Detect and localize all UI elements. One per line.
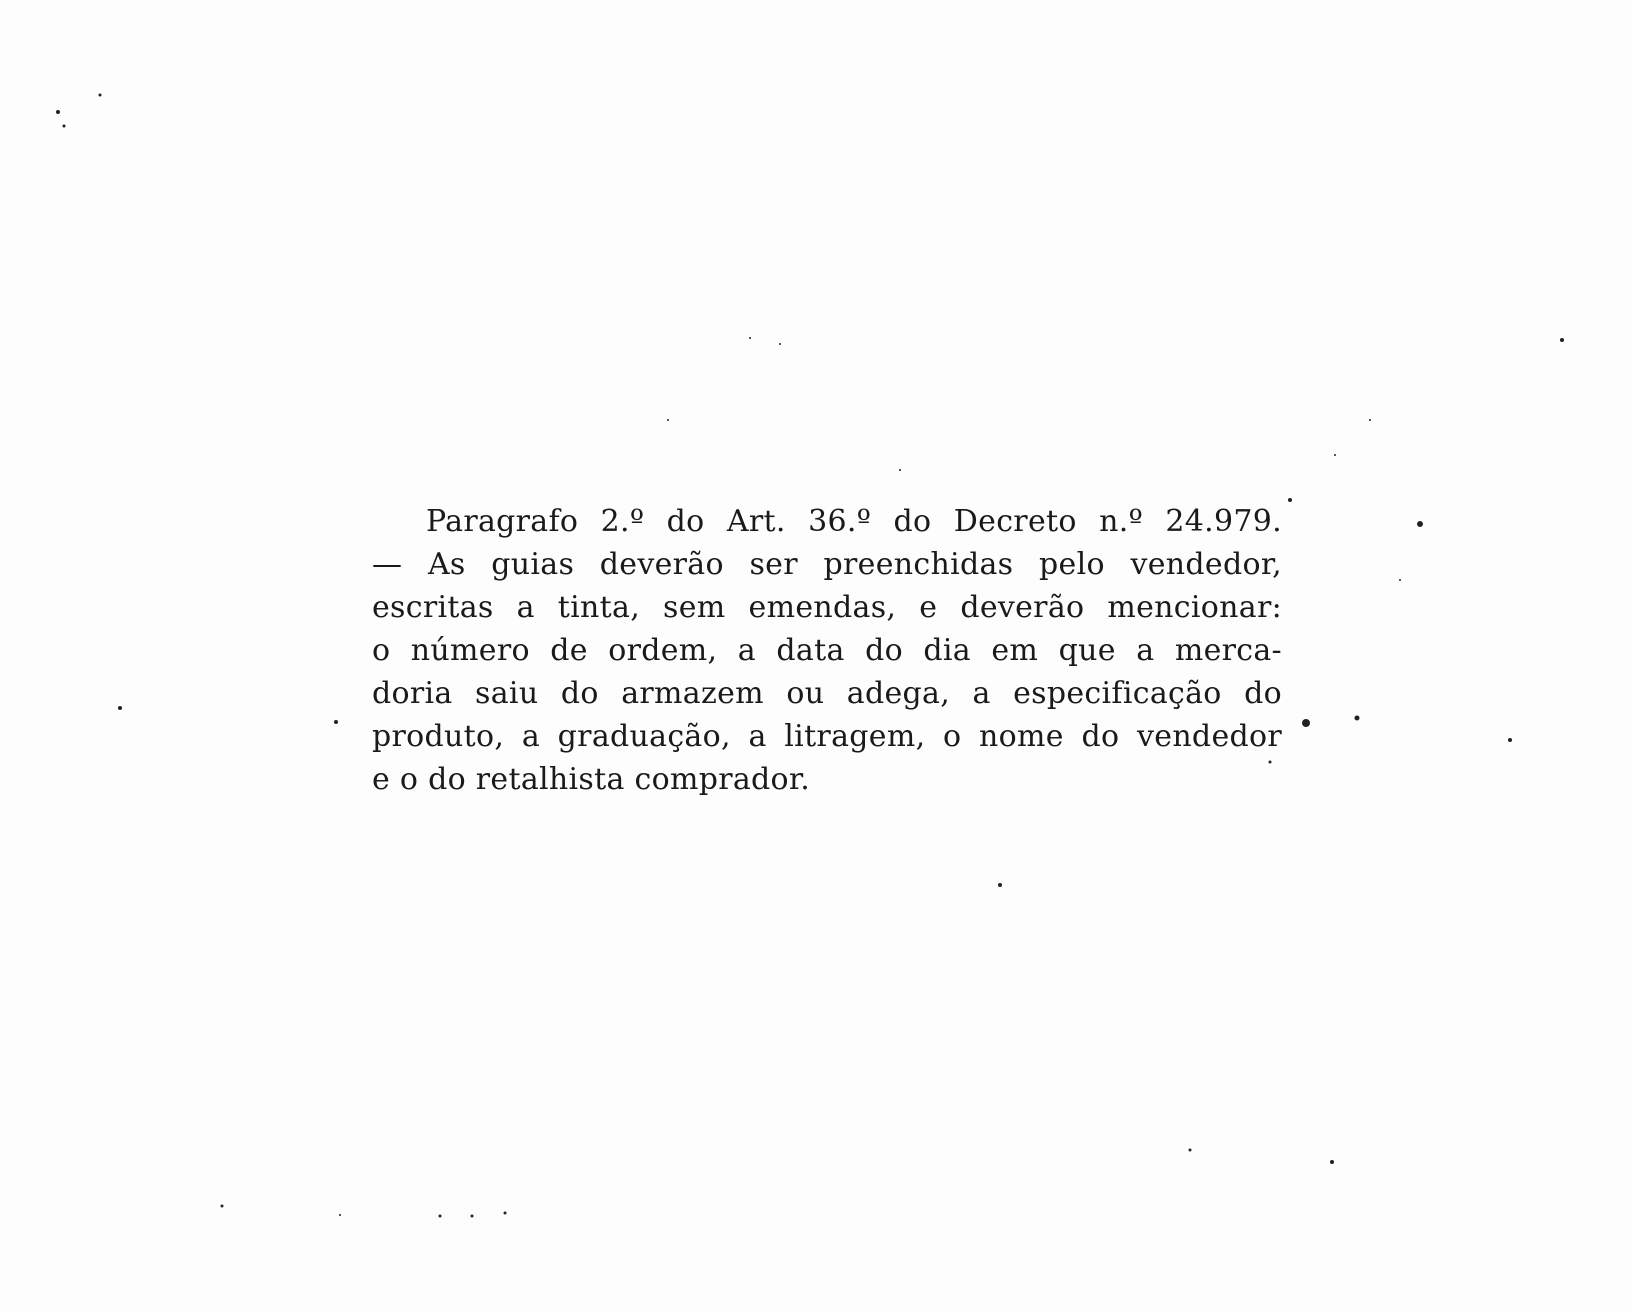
paragraph-line-4: o número de ordem, a data do dia em que a merca- [372, 633, 1282, 668]
paragraph-line-7: e o do retalhista comprador. [372, 762, 811, 797]
paragraph-line-6: produto, a graduação, a litragem, o nome do vendedor [372, 719, 1282, 754]
paragraph-line-1: Paragrafo 2.º do Art. 36.º do Decreto n.º 24.979. [426, 504, 1282, 539]
paragraph-line-5: doria saiu do armazem ou adega, a especificação do [372, 676, 1282, 711]
paragraph-line-3: escritas a tinta, sem emendas, e deverão mencionar: [372, 590, 1282, 625]
decree-paragraph [372, 500, 1282, 801]
paragraph-line-2: — As guias deverão ser preenchidas pelo vendedor, [372, 547, 1282, 582]
